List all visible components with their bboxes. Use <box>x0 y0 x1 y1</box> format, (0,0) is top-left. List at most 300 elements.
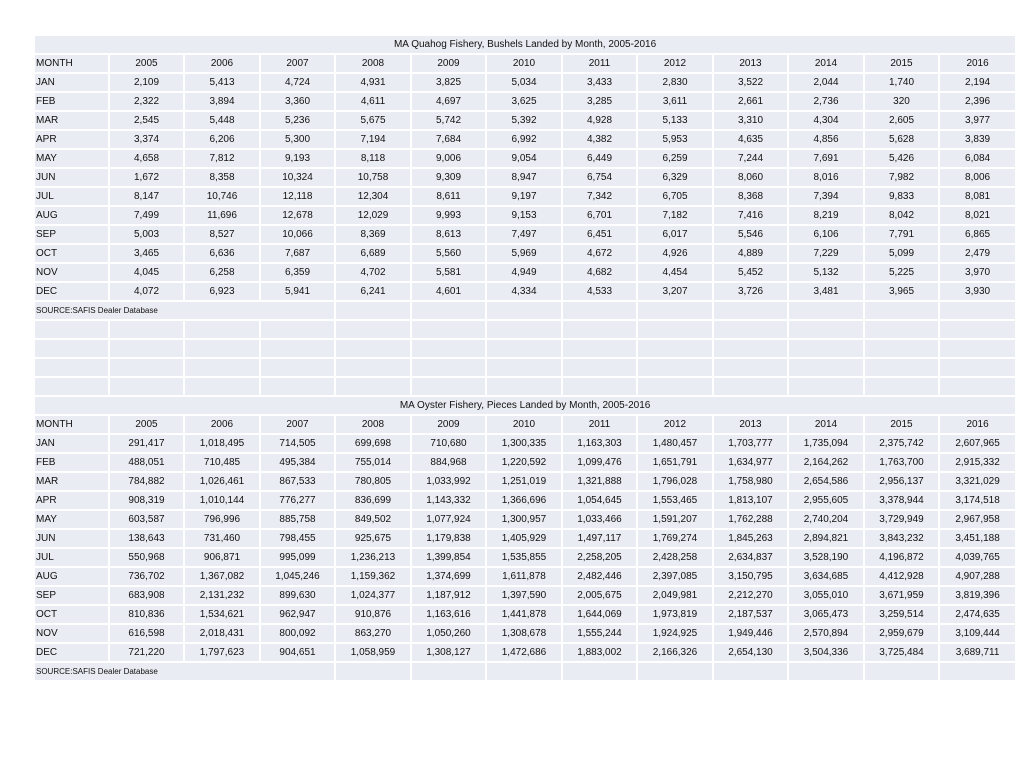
value-cell[interactable]: 4,928 <box>562 111 637 130</box>
value-cell[interactable]: 3,055,010 <box>788 586 864 605</box>
value-cell[interactable]: 5,225 <box>864 263 939 282</box>
value-cell[interactable]: 8,527 <box>184 225 260 244</box>
empty-cell[interactable] <box>34 377 109 396</box>
value-cell[interactable]: 2,654,586 <box>788 472 864 491</box>
empty-cell[interactable] <box>34 358 109 377</box>
value-cell[interactable]: 5,675 <box>335 111 411 130</box>
value-cell[interactable]: 2,830 <box>637 73 713 92</box>
value-cell[interactable]: 2,164,262 <box>788 453 864 472</box>
value-cell[interactable]: 12,029 <box>335 206 411 225</box>
empty-cell[interactable] <box>788 358 864 377</box>
value-cell[interactable]: 3,374 <box>109 130 184 149</box>
empty-cell[interactable] <box>788 320 864 339</box>
value-cell[interactable]: 9,993 <box>411 206 486 225</box>
quahog-table-title[interactable]: MA Quahog Fishery, Bushels Landed by Month, 2005-2016 <box>34 35 1016 54</box>
empty-cell[interactable] <box>411 320 486 339</box>
value-cell[interactable]: 3,528,190 <box>788 548 864 567</box>
empty-cell[interactable] <box>184 358 260 377</box>
value-cell[interactable]: 2,661 <box>713 92 788 111</box>
value-cell[interactable]: 7,499 <box>109 206 184 225</box>
header-cell[interactable]: 2013 <box>713 415 788 434</box>
month-cell[interactable]: OCT <box>34 605 109 624</box>
value-cell[interactable]: 8,118 <box>335 149 411 168</box>
month-cell[interactable]: JUN <box>34 529 109 548</box>
value-cell[interactable]: 1,651,791 <box>637 453 713 472</box>
value-cell[interactable]: 3,174,518 <box>939 491 1016 510</box>
value-cell[interactable]: 3,729,949 <box>864 510 939 529</box>
value-cell[interactable]: 3,611 <box>637 92 713 111</box>
empty-cell[interactable] <box>486 377 562 396</box>
empty-cell[interactable] <box>335 301 411 320</box>
month-cell[interactable]: SEP <box>34 225 109 244</box>
value-cell[interactable]: 7,691 <box>788 149 864 168</box>
month-cell[interactable]: JAN <box>34 434 109 453</box>
value-cell[interactable]: 6,258 <box>184 263 260 282</box>
value-cell[interactable]: 1,236,213 <box>335 548 411 567</box>
value-cell[interactable]: 603,587 <box>109 510 184 529</box>
value-cell[interactable]: 3,378,944 <box>864 491 939 510</box>
value-cell[interactable]: 8,021 <box>939 206 1016 225</box>
value-cell[interactable]: 4,635 <box>713 130 788 149</box>
value-cell[interactable]: 2,915,332 <box>939 453 1016 472</box>
value-cell[interactable]: 9,153 <box>486 206 562 225</box>
empty-cell[interactable] <box>260 320 335 339</box>
value-cell[interactable]: 5,099 <box>864 244 939 263</box>
empty-cell[interactable] <box>335 339 411 358</box>
value-cell[interactable]: 1,634,977 <box>713 453 788 472</box>
month-cell[interactable]: MAR <box>34 472 109 491</box>
empty-cell[interactable] <box>335 377 411 396</box>
value-cell[interactable]: 6,329 <box>637 168 713 187</box>
value-cell[interactable]: 755,014 <box>335 453 411 472</box>
value-cell[interactable]: 1,405,929 <box>486 529 562 548</box>
value-cell[interactable]: 4,926 <box>637 244 713 263</box>
value-cell[interactable]: 291,417 <box>109 434 184 453</box>
value-cell[interactable]: 4,196,872 <box>864 548 939 567</box>
value-cell[interactable]: 1,591,207 <box>637 510 713 529</box>
source-note[interactable]: SOURCE:SAFIS Dealer Database <box>34 301 335 320</box>
value-cell[interactable]: 9,193 <box>260 149 335 168</box>
value-cell[interactable]: 1,399,854 <box>411 548 486 567</box>
value-cell[interactable]: 731,460 <box>184 529 260 548</box>
value-cell[interactable]: 6,705 <box>637 187 713 206</box>
value-cell[interactable]: 3,634,685 <box>788 567 864 586</box>
value-cell[interactable]: 5,452 <box>713 263 788 282</box>
value-cell[interactable]: 836,699 <box>335 491 411 510</box>
value-cell[interactable]: 1,033,466 <box>562 510 637 529</box>
value-cell[interactable]: 3,522 <box>713 73 788 92</box>
value-cell[interactable]: 1,077,924 <box>411 510 486 529</box>
header-cell[interactable]: 2014 <box>788 54 864 73</box>
empty-cell[interactable] <box>864 339 939 358</box>
value-cell[interactable]: 4,856 <box>788 130 864 149</box>
empty-cell[interactable] <box>864 377 939 396</box>
value-cell[interactable]: 6,449 <box>562 149 637 168</box>
value-cell[interactable]: 2,959,679 <box>864 624 939 643</box>
value-cell[interactable]: 7,791 <box>864 225 939 244</box>
empty-cell[interactable] <box>109 358 184 377</box>
header-cell[interactable]: 2008 <box>335 415 411 434</box>
empty-cell[interactable] <box>411 339 486 358</box>
value-cell[interactable]: 962,947 <box>260 605 335 624</box>
empty-cell[interactable] <box>864 662 939 681</box>
value-cell[interactable]: 1,300,335 <box>486 434 562 453</box>
value-cell[interactable]: 906,871 <box>184 548 260 567</box>
value-cell[interactable]: 4,412,928 <box>864 567 939 586</box>
empty-cell[interactable] <box>788 377 864 396</box>
value-cell[interactable]: 4,601 <box>411 282 486 301</box>
empty-cell[interactable] <box>109 377 184 396</box>
value-cell[interactable]: 6,241 <box>335 282 411 301</box>
value-cell[interactable]: 6,754 <box>562 168 637 187</box>
source-note[interactable]: SOURCE:SAFIS Dealer Database <box>34 662 335 681</box>
value-cell[interactable]: 6,689 <box>335 244 411 263</box>
header-cell[interactable]: 2008 <box>335 54 411 73</box>
value-cell[interactable]: 7,394 <box>788 187 864 206</box>
value-cell[interactable]: 1,024,377 <box>335 586 411 605</box>
value-cell[interactable]: 2,166,326 <box>637 643 713 662</box>
empty-cell[interactable] <box>335 320 411 339</box>
value-cell[interactable]: 7,684 <box>411 130 486 149</box>
value-cell[interactable]: 8,006 <box>939 168 1016 187</box>
value-cell[interactable]: 7,342 <box>562 187 637 206</box>
value-cell[interactable]: 3,321,029 <box>939 472 1016 491</box>
value-cell[interactable]: 5,426 <box>864 149 939 168</box>
header-cell[interactable]: 2012 <box>637 54 713 73</box>
value-cell[interactable]: 5,034 <box>486 73 562 92</box>
value-cell[interactable]: 8,369 <box>335 225 411 244</box>
empty-cell[interactable] <box>335 662 411 681</box>
value-cell[interactable]: 4,454 <box>637 263 713 282</box>
value-cell[interactable]: 6,701 <box>562 206 637 225</box>
value-cell[interactable]: 1,054,645 <box>562 491 637 510</box>
value-cell[interactable]: 2,375,742 <box>864 434 939 453</box>
value-cell[interactable]: 2,018,431 <box>184 624 260 643</box>
value-cell[interactable]: 5,581 <box>411 263 486 282</box>
value-cell[interactable]: 6,636 <box>184 244 260 263</box>
value-cell[interactable]: 4,682 <box>562 263 637 282</box>
value-cell[interactable]: 8,947 <box>486 168 562 187</box>
value-cell[interactable]: 2,479 <box>939 244 1016 263</box>
value-cell[interactable]: 3,481 <box>788 282 864 301</box>
empty-cell[interactable] <box>260 358 335 377</box>
value-cell[interactable]: 1,220,592 <box>486 453 562 472</box>
value-cell[interactable]: 3,259,514 <box>864 605 939 624</box>
value-cell[interactable]: 1,367,082 <box>184 567 260 586</box>
empty-cell[interactable] <box>486 662 562 681</box>
header-cell[interactable]: 2016 <box>939 415 1016 434</box>
empty-cell[interactable] <box>486 301 562 320</box>
empty-cell[interactable] <box>411 662 486 681</box>
value-cell[interactable]: 4,072 <box>109 282 184 301</box>
value-cell[interactable]: 884,968 <box>411 453 486 472</box>
empty-cell[interactable] <box>713 358 788 377</box>
month-cell[interactable]: MAY <box>34 149 109 168</box>
value-cell[interactable]: 1,251,019 <box>486 472 562 491</box>
empty-cell[interactable] <box>637 320 713 339</box>
value-cell[interactable]: 6,992 <box>486 130 562 149</box>
value-cell[interactable]: 1,758,980 <box>713 472 788 491</box>
value-cell[interactable]: 550,968 <box>109 548 184 567</box>
value-cell[interactable]: 1,018,495 <box>184 434 260 453</box>
value-cell[interactable]: 1,703,777 <box>713 434 788 453</box>
empty-cell[interactable] <box>637 358 713 377</box>
empty-cell[interactable] <box>939 377 1016 396</box>
value-cell[interactable]: 1,045,246 <box>260 567 335 586</box>
header-cell[interactable]: 2006 <box>184 415 260 434</box>
value-cell[interactable]: 1,033,992 <box>411 472 486 491</box>
value-cell[interactable]: 2,967,958 <box>939 510 1016 529</box>
empty-cell[interactable] <box>637 377 713 396</box>
empty-cell[interactable] <box>34 320 109 339</box>
value-cell[interactable]: 710,680 <box>411 434 486 453</box>
value-cell[interactable]: 5,628 <box>864 130 939 149</box>
value-cell[interactable]: 7,812 <box>184 149 260 168</box>
empty-cell[interactable] <box>788 301 864 320</box>
empty-cell[interactable] <box>939 301 1016 320</box>
value-cell[interactable]: 2,736 <box>788 92 864 111</box>
empty-cell[interactable] <box>713 320 788 339</box>
value-cell[interactable]: 2,545 <box>109 111 184 130</box>
value-cell[interactable]: 1,308,678 <box>486 624 562 643</box>
value-cell[interactable]: 5,132 <box>788 263 864 282</box>
value-cell[interactable]: 1,883,002 <box>562 643 637 662</box>
header-cell[interactable]: 2012 <box>637 415 713 434</box>
header-cell[interactable]: 2016 <box>939 54 1016 73</box>
value-cell[interactable]: 4,724 <box>260 73 335 92</box>
value-cell[interactable]: 736,702 <box>109 567 184 586</box>
month-cell[interactable]: MAR <box>34 111 109 130</box>
value-cell[interactable]: 1,763,700 <box>864 453 939 472</box>
value-cell[interactable]: 6,106 <box>788 225 864 244</box>
value-cell[interactable]: 1,308,127 <box>411 643 486 662</box>
empty-cell[interactable] <box>486 320 562 339</box>
empty-cell[interactable] <box>184 377 260 396</box>
value-cell[interactable]: 3,965 <box>864 282 939 301</box>
value-cell[interactable]: 3,970 <box>939 263 1016 282</box>
value-cell[interactable]: 4,334 <box>486 282 562 301</box>
value-cell[interactable]: 4,658 <box>109 149 184 168</box>
value-cell[interactable]: 1,159,362 <box>335 567 411 586</box>
value-cell[interactable]: 8,147 <box>109 187 184 206</box>
header-cell[interactable]: 2010 <box>486 54 562 73</box>
value-cell[interactable]: 8,219 <box>788 206 864 225</box>
value-cell[interactable]: 908,319 <box>109 491 184 510</box>
value-cell[interactable]: 10,324 <box>260 168 335 187</box>
value-cell[interactable]: 3,285 <box>562 92 637 111</box>
value-cell[interactable]: 495,384 <box>260 453 335 472</box>
empty-cell[interactable] <box>486 339 562 358</box>
value-cell[interactable]: 6,017 <box>637 225 713 244</box>
value-cell[interactable]: 2,212,270 <box>713 586 788 605</box>
value-cell[interactable]: 7,244 <box>713 149 788 168</box>
value-cell[interactable]: 3,930 <box>939 282 1016 301</box>
value-cell[interactable]: 4,697 <box>411 92 486 111</box>
value-cell[interactable]: 4,611 <box>335 92 411 111</box>
empty-cell[interactable] <box>260 339 335 358</box>
value-cell[interactable]: 798,455 <box>260 529 335 548</box>
value-cell[interactable]: 2,607,965 <box>939 434 1016 453</box>
value-cell[interactable]: 1,497,117 <box>562 529 637 548</box>
value-cell[interactable]: 3,726 <box>713 282 788 301</box>
empty-cell[interactable] <box>411 358 486 377</box>
value-cell[interactable]: 1,187,912 <box>411 586 486 605</box>
month-cell[interactable]: FEB <box>34 453 109 472</box>
value-cell[interactable]: 910,876 <box>335 605 411 624</box>
value-cell[interactable]: 8,613 <box>411 225 486 244</box>
empty-cell[interactable] <box>109 339 184 358</box>
value-cell[interactable]: 1,143,332 <box>411 491 486 510</box>
value-cell[interactable]: 5,133 <box>637 111 713 130</box>
value-cell[interactable]: 12,678 <box>260 206 335 225</box>
value-cell[interactable]: 4,949 <box>486 263 562 282</box>
value-cell[interactable]: 2,740,204 <box>788 510 864 529</box>
value-cell[interactable]: 710,485 <box>184 453 260 472</box>
value-cell[interactable]: 1,050,260 <box>411 624 486 643</box>
header-cell[interactable]: MONTH <box>34 415 109 434</box>
month-cell[interactable]: JUL <box>34 548 109 567</box>
value-cell[interactable]: 8,368 <box>713 187 788 206</box>
value-cell[interactable]: 1,924,925 <box>637 624 713 643</box>
value-cell[interactable]: 5,236 <box>260 111 335 130</box>
value-cell[interactable]: 5,546 <box>713 225 788 244</box>
value-cell[interactable]: 2,956,137 <box>864 472 939 491</box>
value-cell[interactable]: 995,099 <box>260 548 335 567</box>
empty-cell[interactable] <box>260 377 335 396</box>
header-cell[interactable]: 2009 <box>411 54 486 73</box>
value-cell[interactable]: 4,045 <box>109 263 184 282</box>
value-cell[interactable]: 2,044 <box>788 73 864 92</box>
empty-cell[interactable] <box>637 339 713 358</box>
value-cell[interactable]: 3,504,336 <box>788 643 864 662</box>
value-cell[interactable]: 3,451,188 <box>939 529 1016 548</box>
month-cell[interactable]: OCT <box>34 244 109 263</box>
header-cell[interactable]: 2010 <box>486 415 562 434</box>
value-cell[interactable]: 1,611,878 <box>486 567 562 586</box>
month-cell[interactable]: DEC <box>34 282 109 301</box>
value-cell[interactable]: 488,051 <box>109 453 184 472</box>
value-cell[interactable]: 1,374,699 <box>411 567 486 586</box>
value-cell[interactable]: 1,845,263 <box>713 529 788 548</box>
value-cell[interactable]: 899,630 <box>260 586 335 605</box>
value-cell[interactable]: 10,746 <box>184 187 260 206</box>
value-cell[interactable]: 2,428,258 <box>637 548 713 567</box>
header-cell[interactable]: 2007 <box>260 415 335 434</box>
value-cell[interactable]: 4,702 <box>335 263 411 282</box>
header-cell[interactable]: MONTH <box>34 54 109 73</box>
value-cell[interactable]: 3,839 <box>939 130 1016 149</box>
value-cell[interactable]: 4,533 <box>562 282 637 301</box>
value-cell[interactable]: 3,725,484 <box>864 643 939 662</box>
empty-cell[interactable] <box>562 301 637 320</box>
value-cell[interactable]: 6,359 <box>260 263 335 282</box>
month-cell[interactable]: JAN <box>34 73 109 92</box>
value-cell[interactable]: 1,973,819 <box>637 605 713 624</box>
value-cell[interactable]: 8,016 <box>788 168 864 187</box>
empty-cell[interactable] <box>562 320 637 339</box>
value-cell[interactable]: 925,675 <box>335 529 411 548</box>
header-cell[interactable]: 2015 <box>864 415 939 434</box>
value-cell[interactable]: 1,553,465 <box>637 491 713 510</box>
value-cell[interactable]: 6,084 <box>939 149 1016 168</box>
value-cell[interactable]: 8,042 <box>864 206 939 225</box>
value-cell[interactable]: 1,441,878 <box>486 605 562 624</box>
value-cell[interactable]: 3,433 <box>562 73 637 92</box>
empty-cell[interactable] <box>562 358 637 377</box>
value-cell[interactable]: 8,081 <box>939 187 1016 206</box>
empty-cell[interactable] <box>637 662 713 681</box>
value-cell[interactable]: 4,039,765 <box>939 548 1016 567</box>
value-cell[interactable]: 7,497 <box>486 225 562 244</box>
value-cell[interactable]: 6,451 <box>562 225 637 244</box>
value-cell[interactable]: 1,300,957 <box>486 510 562 529</box>
value-cell[interactable]: 12,118 <box>260 187 335 206</box>
empty-cell[interactable] <box>486 358 562 377</box>
value-cell[interactable]: 4,382 <box>562 130 637 149</box>
value-cell[interactable]: 885,758 <box>260 510 335 529</box>
value-cell[interactable]: 2,194 <box>939 73 1016 92</box>
value-cell[interactable]: 7,229 <box>788 244 864 263</box>
value-cell[interactable]: 6,206 <box>184 130 260 149</box>
value-cell[interactable]: 11,696 <box>184 206 260 225</box>
value-cell[interactable]: 2,894,821 <box>788 529 864 548</box>
value-cell[interactable]: 5,969 <box>486 244 562 263</box>
empty-cell[interactable] <box>411 377 486 396</box>
value-cell[interactable]: 7,182 <box>637 206 713 225</box>
value-cell[interactable]: 1,099,476 <box>562 453 637 472</box>
value-cell[interactable]: 4,889 <box>713 244 788 263</box>
value-cell[interactable]: 5,560 <box>411 244 486 263</box>
empty-cell[interactable] <box>637 301 713 320</box>
month-cell[interactable]: MAY <box>34 510 109 529</box>
value-cell[interactable]: 863,270 <box>335 624 411 643</box>
value-cell[interactable]: 3,689,711 <box>939 643 1016 662</box>
month-cell[interactable]: SEP <box>34 586 109 605</box>
value-cell[interactable]: 2,634,837 <box>713 548 788 567</box>
value-cell[interactable]: 784,882 <box>109 472 184 491</box>
value-cell[interactable]: 8,358 <box>184 168 260 187</box>
value-cell[interactable]: 2,605 <box>864 111 939 130</box>
value-cell[interactable]: 3,310 <box>713 111 788 130</box>
value-cell[interactable]: 9,054 <box>486 149 562 168</box>
value-cell[interactable]: 5,003 <box>109 225 184 244</box>
value-cell[interactable]: 699,698 <box>335 434 411 453</box>
value-cell[interactable]: 2,396 <box>939 92 1016 111</box>
month-cell[interactable]: JUN <box>34 168 109 187</box>
empty-cell[interactable] <box>184 320 260 339</box>
value-cell[interactable]: 3,843,232 <box>864 529 939 548</box>
value-cell[interactable]: 6,923 <box>184 282 260 301</box>
value-cell[interactable]: 3,150,795 <box>713 567 788 586</box>
value-cell[interactable]: 138,643 <box>109 529 184 548</box>
value-cell[interactable]: 849,502 <box>335 510 411 529</box>
empty-cell[interactable] <box>335 358 411 377</box>
value-cell[interactable]: 1,163,616 <box>411 605 486 624</box>
value-cell[interactable]: 10,758 <box>335 168 411 187</box>
month-cell[interactable]: DEC <box>34 643 109 662</box>
header-cell[interactable]: 2007 <box>260 54 335 73</box>
value-cell[interactable]: 3,977 <box>939 111 1016 130</box>
header-cell[interactable]: 2011 <box>562 54 637 73</box>
value-cell[interactable]: 1,740 <box>864 73 939 92</box>
value-cell[interactable]: 8,611 <box>411 187 486 206</box>
empty-cell[interactable] <box>109 320 184 339</box>
value-cell[interactable]: 6,865 <box>939 225 1016 244</box>
value-cell[interactable]: 1,762,288 <box>713 510 788 529</box>
value-cell[interactable]: 3,894 <box>184 92 260 111</box>
value-cell[interactable]: 1,672 <box>109 168 184 187</box>
empty-cell[interactable] <box>562 377 637 396</box>
